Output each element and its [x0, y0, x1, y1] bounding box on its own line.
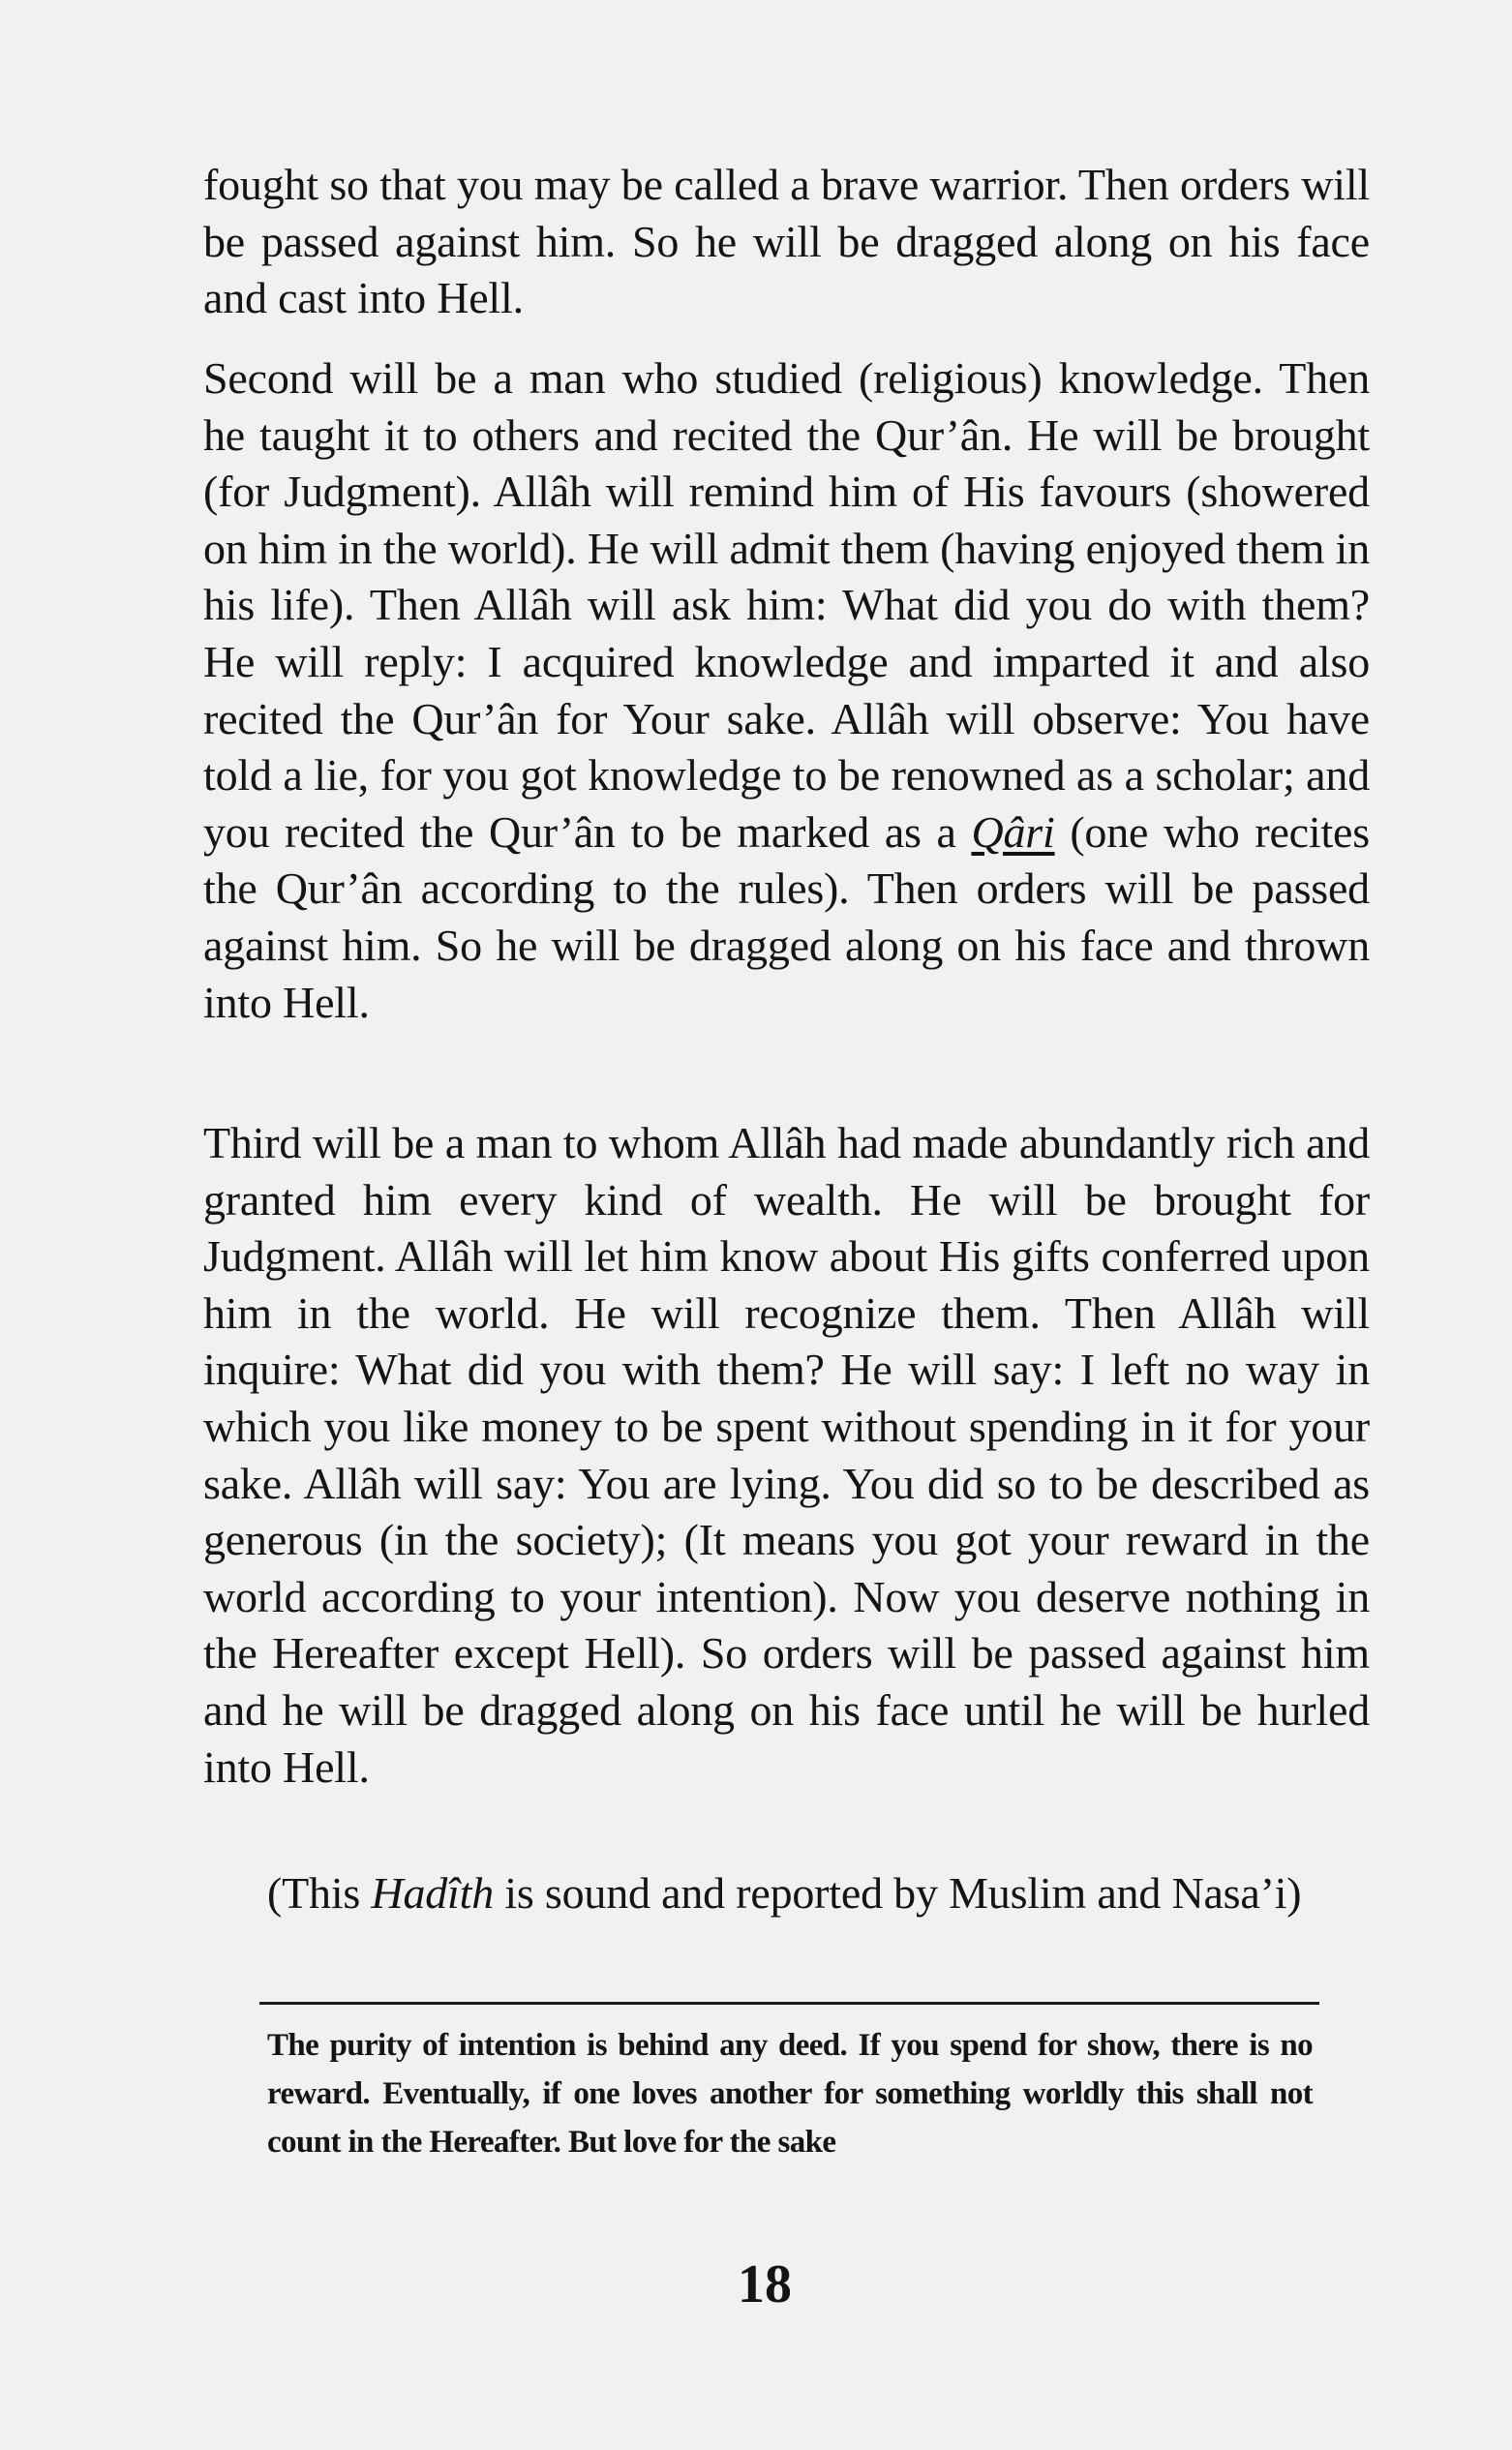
hadith-term: Hadîth	[371, 1868, 495, 1918]
paragraph-text: Third will be a man to whom Allâh had made abundantly rich and granted him every kind of wealth. He will be brought for Judgment. Allâh will let him know about His gifts conferred upon him in the world. He will recognize them. Then Allâh will inquire: What did you with them? He will say: I left no way in which you like money to be spent without spending in it for your sake. Allâh will say: You are lying. You did so to be described as generous (in the society); (It means you got your reward in the world according to your intention). Now you deserve nothing in the Hereafter except Hell). So orders will be passed against him and he will be dragged along on his face until he will be hurled into Hell.	[203, 1118, 1370, 1792]
paragraph-text-part: Second will be a man who studied (religious) knowledge. Then he taught it to others and recited the Qur’ân. He will be brought (for Judgment). Allâh will remind him of His favours (showered on him in the world). He will admit them (having enjoyed them in his life). Then Allâh will ask him: What did you do with them? He will reply: I acquired knowledge and imparted it and also recited the Qur’ân for Your sake. Allâh will observe: You have told a lie, for you got knowledge to be renowned as a scholar; and you recited the Qur’ân to be marked as a	[203, 353, 1370, 857]
paragraph-first-man	[203, 157, 1370, 327]
paragraph-text: fought so that you may be called a brave warrior. Then orders will be passed against him. So he will be dragged along on his face and cast into Hell.	[203, 160, 1370, 323]
paragraph-text-part: (one who recites the Qur’ân according to the rules). Then orders will be passed against him. So he will be dragged along on his face and thrown into Hell.	[203, 806, 1370, 1027]
citation-text	[267, 1865, 1332, 1922]
paragraph-third-man	[203, 1115, 1370, 1796]
page-number: 18	[738, 2254, 792, 2314]
footnote-divider	[259, 2002, 1319, 2005]
qari-term: Qâri	[971, 806, 1055, 857]
hadith-source-citation	[267, 1865, 1332, 1922]
citation-close: is sound and reported by Muslim and Nasa’i)	[504, 1868, 1302, 1918]
footnote: The purity of intention is behind any deed. If you spend for show, there is no reward. Eventually, if one loves another for something worldly this shall not count in the Hereafter. But love for the sake	[267, 2028, 1313, 2160]
paragraph-text	[203, 350, 1370, 1031]
citation-open: (This	[267, 1868, 361, 1918]
paragraph-second-man	[203, 350, 1370, 1031]
